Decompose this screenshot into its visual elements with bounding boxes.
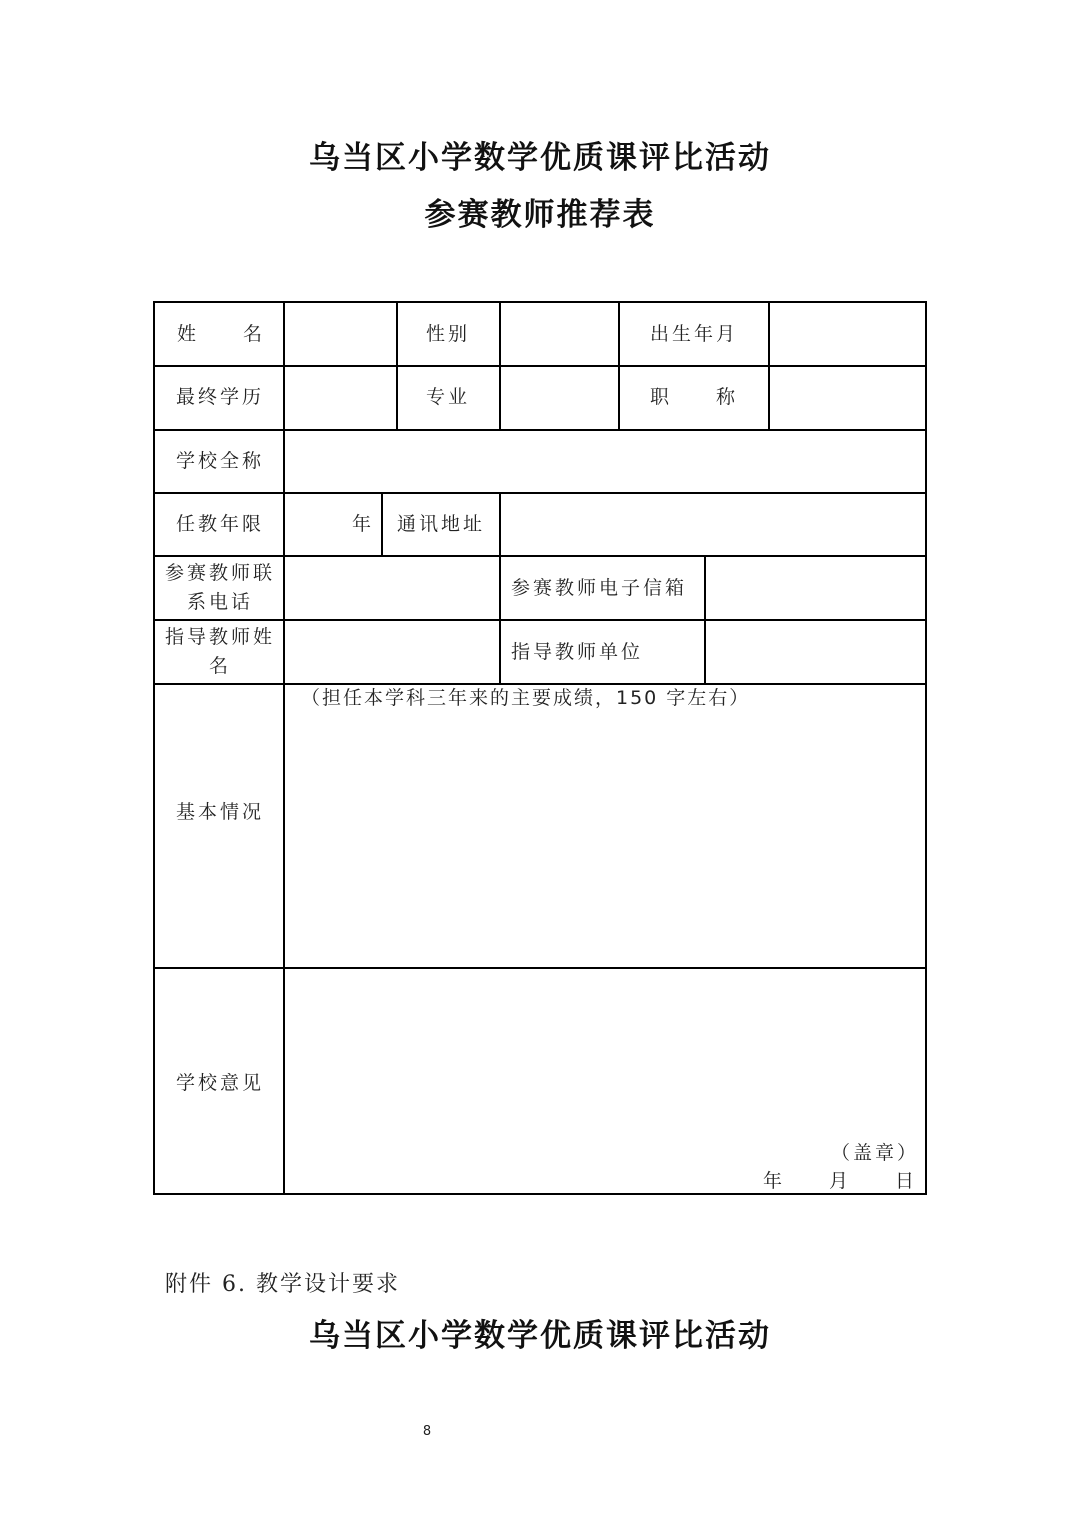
school-label: 学校全称 (175, 450, 265, 472)
email-field[interactable] (706, 557, 925, 619)
gender-field[interactable] (501, 303, 618, 365)
basic-info-label: 基本情况 (175, 801, 265, 823)
education-label: 最终学历 (175, 386, 265, 408)
attachment-heading: 附件 6. 教学设计要求 (165, 1272, 400, 1297)
name-field[interactable] (285, 303, 396, 365)
phone-label-line1: 参赛教师联 (164, 562, 276, 584)
basic-info-field[interactable] (285, 715, 925, 967)
page-number: 8 (422, 1424, 432, 1439)
mentor-unit-label: 指导教师单位 (511, 641, 644, 663)
mentor-name-label-line2: 名 (208, 655, 232, 677)
years-label: 任教年限 (175, 513, 265, 535)
school-opinion-label: 学校意见 (175, 1072, 265, 1094)
mentor-name-field[interactable] (285, 621, 499, 683)
major-label: 专业 (425, 386, 471, 408)
recommendation-form-table (153, 301, 927, 1195)
document-title: 乌当区小学数学优质课评比活动 (309, 140, 771, 176)
email-label: 参赛教师电子信箱 (511, 577, 688, 599)
column-divider (618, 303, 620, 429)
title-field[interactable] (770, 367, 925, 429)
school-opinion-field[interactable] (285, 969, 925, 1129)
major-field[interactable] (501, 367, 618, 429)
phone-label-line2: 系电话 (186, 591, 254, 613)
mentor-unit-field[interactable] (706, 621, 925, 683)
years-unit: 年 (352, 513, 375, 535)
form-title: 参赛教师推荐表 (424, 197, 656, 233)
stamp-label: （盖章） (830, 1142, 919, 1164)
title-label: 职 称 (649, 386, 739, 408)
phone-field[interactable] (285, 557, 499, 619)
years-field[interactable] (285, 494, 355, 555)
gender-label: 性别 (425, 323, 471, 345)
column-divider (381, 492, 383, 555)
mentor-name-label-line1: 指导教师姓 (164, 626, 276, 648)
next-section-title: 乌当区小学数学优质课评比活动 (309, 1318, 771, 1354)
school-field[interactable] (285, 431, 925, 492)
education-field[interactable] (285, 367, 396, 429)
address-label: 通讯地址 (397, 513, 486, 535)
date-label: 年 月 日 (762, 1170, 917, 1192)
address-input[interactable] (501, 494, 925, 555)
birth-label: 出生年月 (649, 323, 739, 345)
name-label: 姓 名 (177, 323, 266, 345)
column-divider (396, 303, 398, 429)
birth-field[interactable] (770, 303, 925, 365)
basic-info-hint: （担任本学科三年来的主要成绩，150 字左右） (301, 687, 751, 709)
